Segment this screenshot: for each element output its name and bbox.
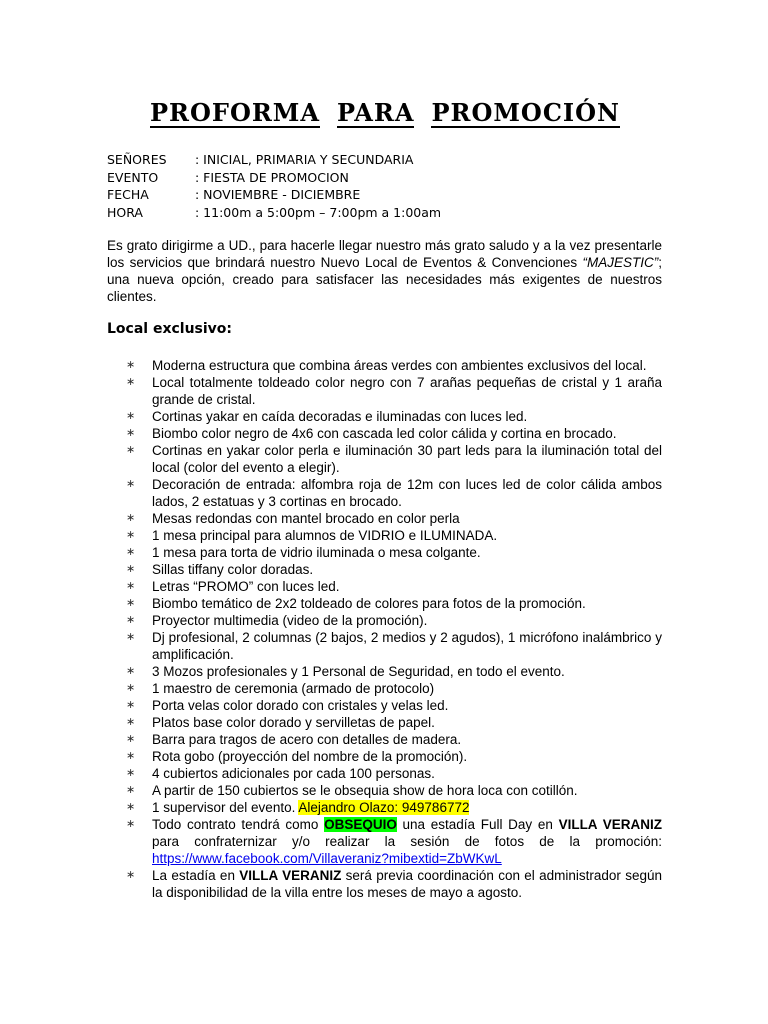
list-item: ∗ Porta velas color dorado con cristales y velas led. [126,698,449,713]
list-item-stay: ∗ La estadía en VILLA VERANIZ será previa coordinación con el administrador según la disponibilidad de la villa entre los meses de mayo a agosto. [126,868,662,900]
title-word-promocion: PROMOCIÓN [431,98,620,127]
bullet-icon: ∗ [126,801,136,813]
section-title: Local exclusivo: [107,321,233,337]
list-item: ∗ Cortinas en yakar color perla e iluminación 30 part leds para la iluminación total del local (color del evento a elegir). [126,443,662,475]
list-item: ∗ Proyector multimedia (video de la promoción). [126,613,428,628]
bullet-icon: ∗ [126,784,136,796]
bullet-icon: ∗ [126,478,136,490]
info-row-hora [107,205,441,223]
bullet-icon: ∗ [126,580,136,592]
bullet-icon: ∗ [126,750,136,762]
list-item: ∗ Local totalmente toldeado color negro con 7 arañas pequeñas de cristal y 1 araña grande de cristal. [126,375,662,407]
bullet-icon: ∗ [126,427,136,439]
features-list [126,357,662,901]
list-item: ∗ 1 mesa para torta de vidrio iluminada o mesa colgante. [126,545,481,560]
bullet-icon: ∗ [126,512,136,524]
list-item: ∗ Cortinas yakar en caída decoradas e iluminadas con luces led. [126,409,528,424]
info-row-senores [107,152,441,170]
bullet-icon: ∗ [126,614,136,626]
info-value: : FIESTA DE PROMOCION [195,169,349,185]
list-item: ∗ 1 mesa principal para alumnos de VIDRIO e ILUMINADA. [126,528,498,543]
bullet-icon: ∗ [126,597,136,609]
bullet-icon: ∗ [126,716,136,728]
brand-name: “MAJESTIC” [582,255,659,270]
list-item: ∗ Biombo temático de 2x2 toldeado de colores para fotos de la promoción. [126,596,586,611]
list-item: ∗ Barra para tragos de acero con detalles de madera. [126,732,462,747]
info-label: HORA [107,204,143,220]
list-item: ∗ Mesas redondas con mantel brocado en color perla [126,511,460,526]
bullet-icon: ∗ [126,631,136,643]
villa-name: VILLA VERANIZ [239,868,342,883]
list-item-supervisor: ∗ 1 supervisor del evento. Alejandro Olazo: 949786772 [126,800,470,815]
bullet-icon: ∗ [126,767,136,779]
info-row-fecha [107,187,441,205]
villa-name: VILLA VERANIZ [558,817,662,832]
list-item: ∗ Dj profesional, 2 columnas (2 bajos, 2 medios y 2 agudos), 1 micrófono inalámbrico y amplificación. [126,630,662,662]
list-item: ∗ Biombo color negro de 4x6 con cascada led color cálida y cortina en brocado. [126,426,617,441]
bullet-icon: ∗ [126,563,136,575]
list-item: ∗ Letras “PROMO” con luces led. [126,579,340,594]
bullet-icon: ∗ [126,410,136,422]
bullet-icon: ∗ [126,682,136,694]
gift-highlight: OBSEQUIO [324,817,397,832]
list-item: ∗ Platos base color dorado y servilletas de papel. [126,715,435,730]
title-word-para: PARA [336,98,415,127]
list-item: ∗ A partir de 150 cubiertos se le obsequia show de hora loca con cotillón. [126,783,578,798]
info-label: SEÑORES [107,152,167,167]
bullet-icon: ∗ [126,733,136,745]
bullet-icon: ∗ [126,665,136,677]
list-item: ∗ Sillas tiffany color doradas. [126,562,314,577]
bullet-icon: ∗ [126,699,136,711]
list-item-contract: ∗ Todo contrato tendrá como OBSEQUIO una estadía Full Day en VILLA VERANIZ para confraternizar y/o realizar la sesión de fotos de la promoción: https://www.facebook.com/Villaveraniz?mibextid=ZbWKwL [126,817,662,866]
info-label: EVENTO [107,169,159,185]
bullet-icon: ∗ [126,818,136,830]
title-word-proforma: PROFORMA [150,98,320,127]
bullet-icon: ∗ [126,529,136,541]
event-info [107,152,441,222]
list-item: ∗ 4 cubiertos adicionales por cada 100 personas. [126,766,435,781]
info-value: : 11:00m a 5:00pm – 7:00pm a 1:00am [195,204,442,220]
page-title [150,99,620,128]
supervisor-contact-highlight: Alejandro Olazo: 949786772 [298,800,470,815]
bullet-icon: ∗ [126,869,136,881]
facebook-link[interactable]: https://www.facebook.com/Villaveraniz?mibextid=ZbWKwL [152,851,502,866]
list-item: ∗ Decoración de entrada: alfombra roja de 12m con luces led de color cálida ambos lados, 2 estatuas y 3 cortinas en brocado. [126,477,662,509]
list-item: ∗ Rota gobo (proyección del nombre de la promoción). [126,749,468,764]
intro-text-1: Es grato dirigirme a UD., para hacerle llegar nuestro más grato saludo y a la vez presentarle los servicios que brindará nuestro Nuevo Local de Eventos & Convenciones [107,238,662,270]
info-value: : NOVIEMBRE - DICIEMBRE [195,187,361,202]
info-row-evento [107,170,441,188]
info-label: FECHA [107,187,149,202]
bullet-icon: ∗ [126,359,136,371]
bullet-icon: ∗ [126,444,136,456]
intro-text-2: ; una nueva opción, creado para satisfacer las necesidades más exigentes de nuestros clientes. [107,255,662,304]
intro-paragraph [107,237,662,305]
bullet-icon: ∗ [126,546,136,558]
list-item: ∗ Moderna estructura que combina áreas verdes con ambientes exclusivos del local. [126,358,647,373]
list-item: ∗ 1 maestro de ceremonia (armado de protocolo) [126,681,435,696]
bullet-icon: ∗ [126,376,136,388]
info-value: : INICIAL, PRIMARIA Y SECUNDARIA [195,152,414,167]
list-item: ∗ 3 Mozos profesionales y 1 Personal de Seguridad, en todo el evento. [126,664,565,679]
